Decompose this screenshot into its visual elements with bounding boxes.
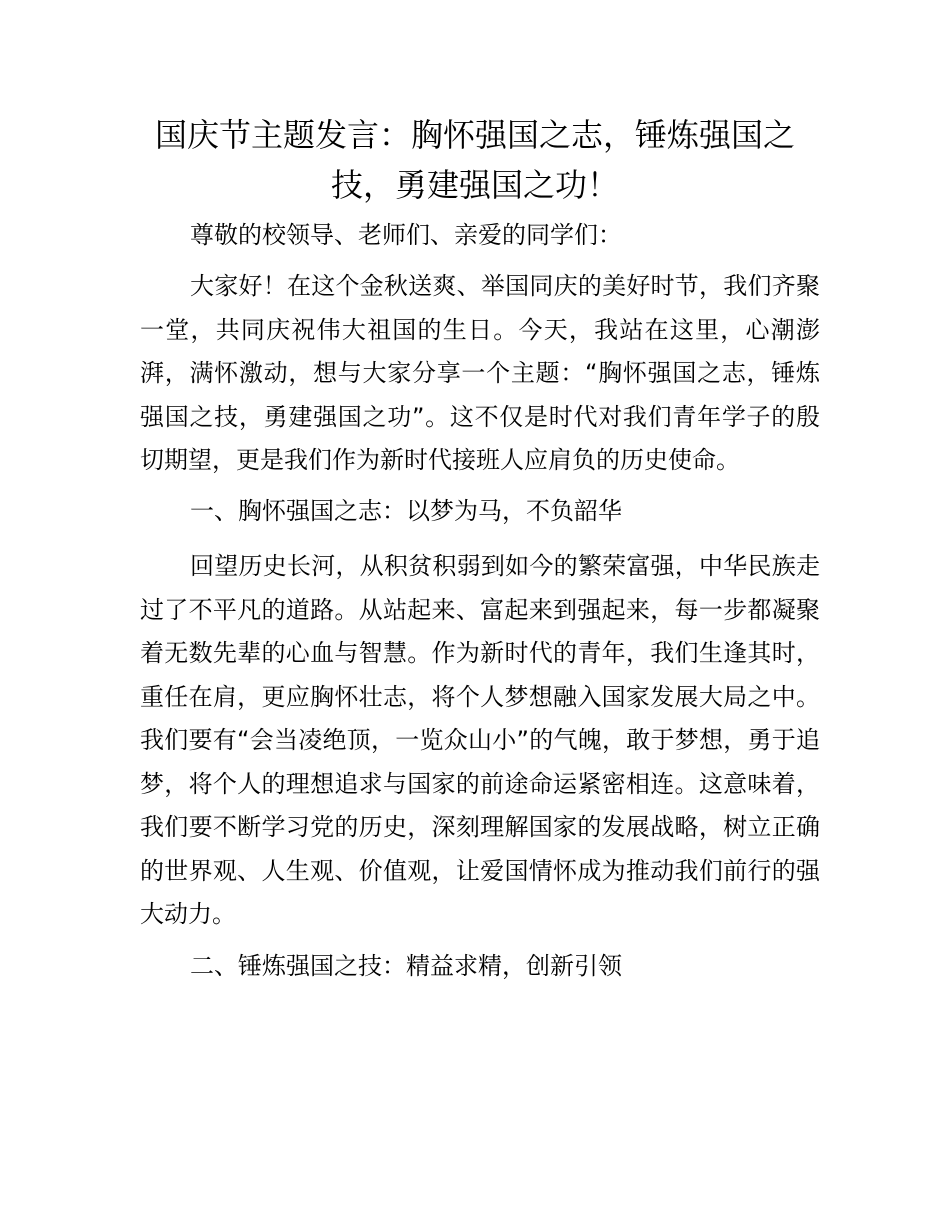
paragraph-greeting: 大家好！在这个金秋送爽、举国同庆的美好时节，我们齐聚一堂，共同庆祝伟大祖国的生日。今天，我站在这里，心潮澎湃，满怀激动，想与大家分享一个主题：“胸怀强国之志，锤炼强国之技，勇建强国之功”。这不仅是时代对我们青年学子的殷切期望，更是我们作为新时代接班人应肩负的历史使命。 (140, 272, 820, 474)
document-title: 国庆节主题发言：胸怀强国之志，锤炼强国之技，勇建强国之功！ (154, 116, 795, 204)
paragraph-section-1: 回望历史长河，从积贫积弱到如今的繁荣富强，中华民族走过了不平凡的道路。从站起来、富起来到强起来，每一步都凝聚着无数先辈的心血与智慧。作为新时代的青年，我们生逢其时，重任在肩，更应胸怀壮志，将个人梦想融入国家发展大局之中。我们要有“会当凌绝顶，一览众山小”的气魄，敢于梦想，勇于追梦，将个人的理想追求与国家的前途命运紧密相连。这意味着，我们要不断学习党的历史，深刻理解国家的发展战略，树立正确的世界观、人生观、价值观，让爱国情怀成为推动我们前行的强大动力。 (140, 552, 820, 928)
section-heading-2: 二、锤炼强国之技：精益求精，创新引领 (190, 952, 622, 980)
salutation: 尊敬的校领导、老师们、亲爱的同学们： (190, 221, 622, 249)
section-heading-1: 一、胸怀强国之志：以梦为马，不负韶华 (190, 497, 622, 525)
